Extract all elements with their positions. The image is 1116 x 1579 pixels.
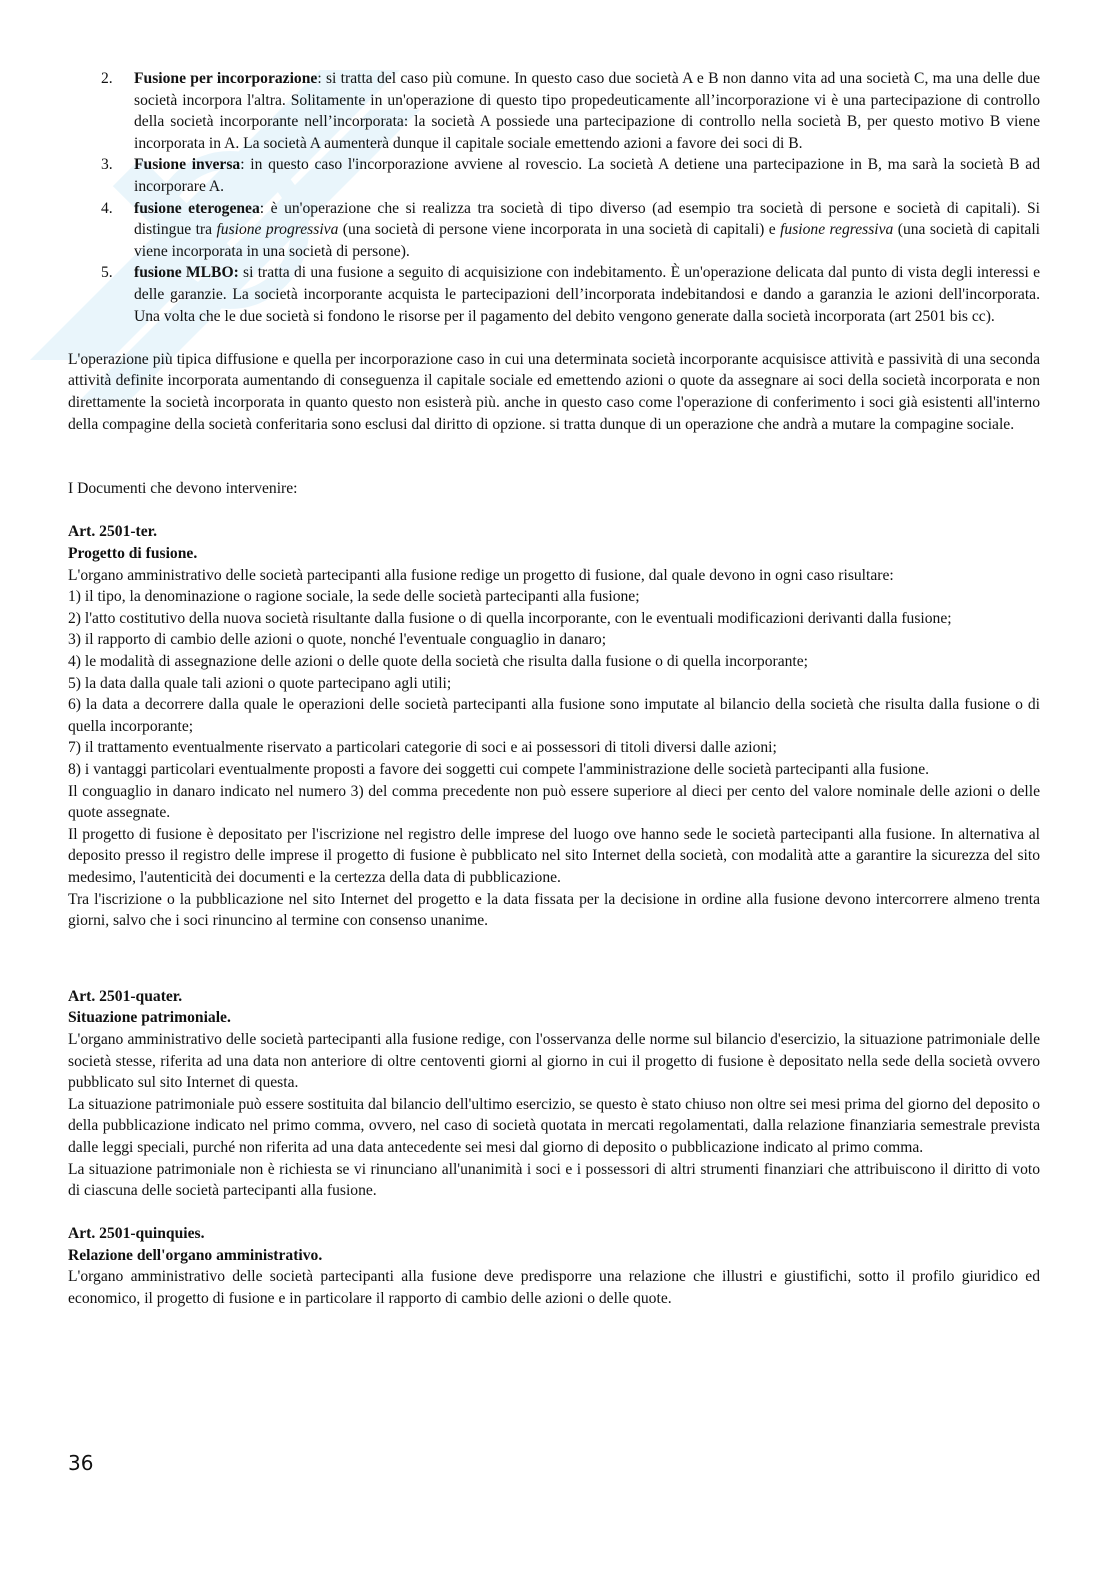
list-text: (una società di capitali viene incorporata in una società di persone). (134, 221, 1040, 260)
article-2501-quater (68, 986, 1040, 1202)
article-title: Situazione patrimoniale. (68, 1009, 231, 1027)
documents-intro: I Documenti che devono intervenire: (68, 480, 298, 498)
list-item (68, 68, 1040, 154)
document-page (68, 68, 1040, 1310)
list-item (68, 198, 1040, 263)
list-item (68, 262, 1040, 327)
list-number: 5. (101, 264, 113, 282)
list-text: : è un'operazione che si realizza tra società di tipo diverso (ad esempio tra società di persone e società di capitali). Si distingue tra (134, 199, 1040, 239)
list-italic-term: fusione progressiva (216, 221, 339, 239)
article-line: L'organo amministrativo delle società partecipanti alla fusione deve predisporre una relazione che illustri e giustifichi, sotto il profilo giuridico ed economico, il progetto di fusione e in particolare il rapporto di cambio delle azioni o delle quote. (68, 1268, 1040, 1308)
article-line: L'organo amministrativo delle società partecipanti alla fusione redige, con l'osservanza delle norme sul bilancio d'esercizio, la situazione patrimoniale delle società stesse, riferita ad una data non anteriore di oltre centoventi giorni al giorno in cui il progetto di fusione è depositato nella sede della società ovvero pubblicato sul sito Internet di questa. (68, 1030, 1040, 1092)
article-2501-quinquies (68, 1223, 1040, 1309)
article-number: Art. 2501-quater. (68, 987, 183, 1005)
article-2501-ter (68, 521, 1040, 931)
article-line: 4) le modalità di assegnazione delle azioni o delle quote della società che risulta dalla fusione o di quella incorporante; (68, 653, 809, 671)
article-line: 5) la data dalla quale tali azioni o quote partecipano agli utili; (68, 674, 452, 692)
list-term: fusione MLBO: (134, 264, 239, 282)
article-number: Art. 2501-ter. (68, 523, 158, 541)
article-number: Art. 2501-quinquies. (68, 1225, 205, 1243)
article-line: La situazione patrimoniale può essere sostituita dal bilancio dell'ultimo esercizio, se questo è stato chiuso non oltre sei mesi prima del giorno del deposito o della pubblicazione indicato nel primo comma, ovvero, nel caso di società quotata in mercati regolamentati, dalla relazione finanziaria semestrale prevista dalle leggi speciali, purché non riferita ad una data antecedente sei mesi dal giorno di deposito o pubblicazione indicato al primo comma. (68, 1095, 1040, 1156)
article-line: La situazione patrimoniale non è richiesta se vi rinunciano all'unanimità i soci e i possessori di altri strumenti finanziari che attribuiscono il diritto di voto di ciascuna delle società partecipanti alla fusione. (68, 1160, 1040, 1200)
intro-paragraph: L'operazione più tipica diffusione e quella per incorporazione caso in cui una determinata società incorporante acquisisce attività e passività di una seconda attività definite incorporata aumentando di conseguenza il capitale sociale ed emettendo azioni o quote da assegnare ai soci della società incorporata e non direttamente la società incorporata in quanto questo non esisterà più. anche in questo caso come l'operazione di conferimento i soci già esistenti all'interno della compagine della società conferitaria sono esclusi dal diritto di opzione. si tratta dunque di un operazione che andrà a mutare la compagine sociale. (68, 350, 1040, 433)
article-line: L'organo amministrativo delle società partecipanti alla fusione redige un progetto di fusione, dal quale devono in ogni caso risultare: (68, 566, 894, 584)
fusion-types-list (68, 68, 1040, 327)
list-term: fusione eterogenea (134, 199, 260, 217)
article-title: Relazione dell'organo amministrativo. (68, 1246, 323, 1264)
list-text: : si tratta del caso più comune. In questo caso due società A e B non danno vita ad una società C, ma una delle due società incorpora l'altra. Solitamente in un'operazione di questo tipo propedeuticamente all’incorporazione vi è una partecipazione di controllo della società incorporante nell’incorporata: la società A possiede una partecipazione di controllo nella società B, per questo motivo B viene incorporata in A. La società A aumenterà dunque il capitale sociale emettendo azioni a favore dei soci di B. (134, 70, 1040, 152)
list-number: 4. (101, 199, 113, 217)
list-text: : in questo caso l'incorporazione avviene al rovescio. La società A detiene una partecipazione in B, ma sarà la società B ad incorporare A. (134, 156, 1040, 195)
article-line: 7) il trattamento eventualmente riservato a particolari categorie di soci e ai possessori di titoli diversi dalle azioni; (68, 739, 777, 757)
article-line: Tra l'iscrizione o la pubblicazione nel sito Internet del progetto e la data fissata per la decisione in ordine alla fusione devono intercorrere almeno trenta giorni, salvo che i soci rinuncino al termine con consenso unanime. (68, 890, 1040, 930)
list-text: (una società di persone viene incorporata in una società di capitali) e (338, 221, 781, 239)
list-number: 2. (101, 70, 113, 87)
article-line: 1) il tipo, la denominazione o ragione sociale, la sede delle società partecipanti alla fusione; (68, 588, 640, 606)
article-line: 8) i vantaggi particolari eventualmente proposti a favore dei soggetti cui compete l'amministrazione delle società partecipanti alla fusione. (68, 761, 930, 778)
article-line: 2) l'atto costitutivo della nuova società risultante dalla fusione o di quella incorporante, con le eventuali modificazioni derivanti dalla fusione; (68, 609, 952, 627)
list-term: Fusione per incorporazione (134, 70, 318, 87)
list-item (68, 154, 1040, 197)
article-line: 3) il rapporto di cambio delle azioni o quote, nonché l'eventuale conguaglio in danaro; (68, 631, 607, 649)
list-text: si tratta di una fusione a seguito di acquisizione con indebitamento. È un'operazione delicata dal punto di vista degli interessi e delle garanzie. La società incorporante acquista le partecipazioni dell’incorporata indebitandosi e dando a garanzia le azioni dell'incorporata. Una volta che le due società si fondono le risorse per il pagamento del debito vengono generate dalla società incorporata (art 2501 bis cc). (134, 264, 1040, 325)
article-line: Il progetto di fusione è depositato per l'iscrizione nel registro delle imprese del luogo ove hanno sede le società partecipanti alla fusione. In alternativa al deposito presso il registro delle imprese il progetto di fusione è pubblicato nel sito Internet della società, con modalità atte a garantire la sicurezza del sito medesimo, l'autenticità dei documenti e la certezza della data di pubblicazione. (68, 825, 1040, 886)
article-title: Progetto di fusione. (68, 545, 198, 563)
list-italic-term: fusione regressiva (780, 221, 894, 239)
page-number: 36 (68, 1451, 94, 1475)
article-line: 6) la data a decorrere dalla quale le operazioni delle società partecipanti alla fusione sono imputate al bilancio della società che risulta dalla fusione o di quella incorporante; (68, 696, 1040, 735)
list-number: 3. (101, 156, 113, 174)
article-line: Il conguaglio in danaro indicato nel numero 3) del comma precedente non può essere superiore al dieci per cento del valore nominale delle azioni o delle quote assegnate. (68, 782, 1040, 822)
list-term: Fusione inversa (134, 156, 241, 174)
